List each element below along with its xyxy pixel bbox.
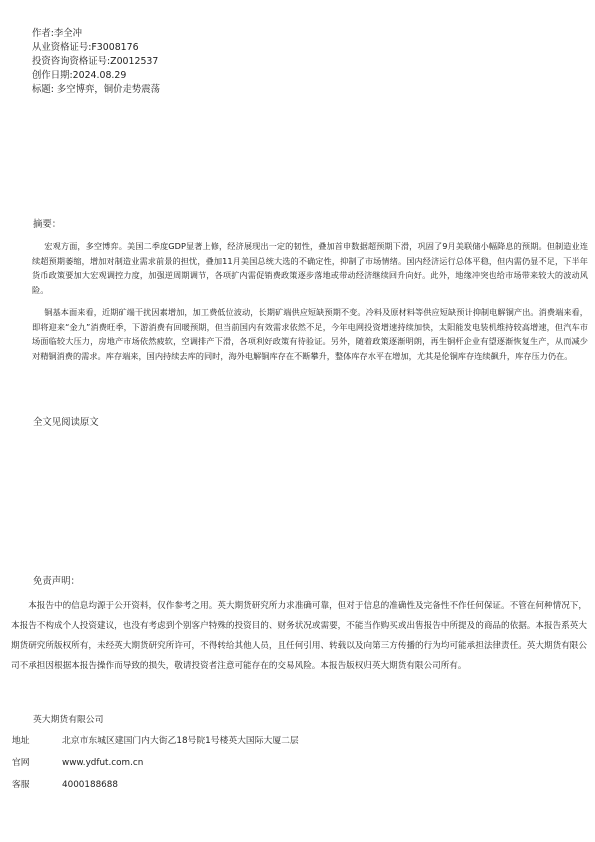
contact-website-label: 官网 bbox=[12, 758, 30, 768]
disclaimer-heading: 免责声明： bbox=[33, 576, 80, 587]
contact-address-value: 北京市东城区建国门内大街乙18号院1号楼英大国际大厦二层 bbox=[62, 736, 299, 746]
contact-service-label: 客服 bbox=[12, 780, 30, 790]
abstract-macro-paragraph: 宏观方面，多空博弈。美国二季度GDP显著上修，经济展现出一定的韧性，叠加首申数据超预期下滑，巩固了9月美联储小幅降息的预期。但制造业连续超预期萎缩，增加对制造业需求前景的担忧，叠加11月美国总统大选的不确定性，抑制了市场情绪。国内经济运行总体平稳，但内需仍显不足，下半年货币政策要加大宏观调控力度，加强逆周期调节，各项扩内需促销费政策逐步落地或带动经济继续回升向好。此外，地缘冲突也给市场带来较大的波动风险。 bbox=[32, 241, 588, 296]
report-title: 标题: 多空博弈，铜价走势震荡 bbox=[32, 84, 161, 95]
date-line: 创作日期:2024.08.29 bbox=[32, 70, 127, 81]
contact-website bbox=[12, 755, 143, 768]
company-name: 英大期货有限公司 bbox=[33, 715, 104, 725]
contact-service-value: 4000188688 bbox=[62, 780, 118, 790]
contact-address-label: 地址 bbox=[12, 736, 30, 746]
author-line: 作者:李全冲 bbox=[32, 28, 83, 39]
contact-address bbox=[12, 733, 299, 746]
abstract-copper-paragraph: 铜基本面来看，近期矿端干扰因素增加，加工费低位波动，长期矿端供应短缺预期不变。冷料及原材料等供应短缺预计抑制电解铜产出。消费端来看，即将迎来“金九”消费旺季，下游消费有回暖预期，但当前国内有效需求依然不足，今年电网投资增速持续加快，太阳能发电装机维持较高增速，但汽车市场面临较大压力，房地产市场依然疲软，空调排产下滑，各项利好政策有待验证。另外，随着政策逐渐明朗，再生铜杆企业有望逐渐恢复生产，从而减少对精铜消费的需求。库存端来，国内持续去库的同时，海外电解铜库存在不断攀升，整体库存水平在增加，尤其是伦铜库存连续飙升，库存压力仍在。 bbox=[32, 307, 588, 362]
disclaimer-text: 本报告中的信息均源于公开资料，仅作参考之用。英大期货研究所力求准确可靠，但对于信息的准确性及完备性不作任何保证。不管在何种情况下，本报告不构成个人投资建议，也没有考虑到个别客户特殊的投资目的、财务状况或需要，不能当作购买或出售报告中所提及的商品的依据。本报告系英大期货研究所版权所有，未经英大期货研究所许可，不得转给其他人员，且任何引用、转载以及向第三方传播的行为均可能承担法律责任。英大期货有限公司不承担因根据本报告操作而导致的损失，敬请投资者注意可能存在的交易风险。本报告版权归英大期货有限公司所有。 bbox=[11, 601, 587, 671]
contact-website-value[interactable]: www.ydfut.com.cn bbox=[62, 758, 144, 768]
advisory-cert-line: 投资咨询资格证号:Z0012537 bbox=[32, 56, 159, 67]
contact-service bbox=[12, 777, 118, 790]
abstract-heading: 摘要： bbox=[33, 219, 62, 230]
qualification-line: 从业资格证号:F3008176 bbox=[32, 42, 139, 53]
read-original-link[interactable]: 全文见阅读原文 bbox=[33, 417, 99, 428]
